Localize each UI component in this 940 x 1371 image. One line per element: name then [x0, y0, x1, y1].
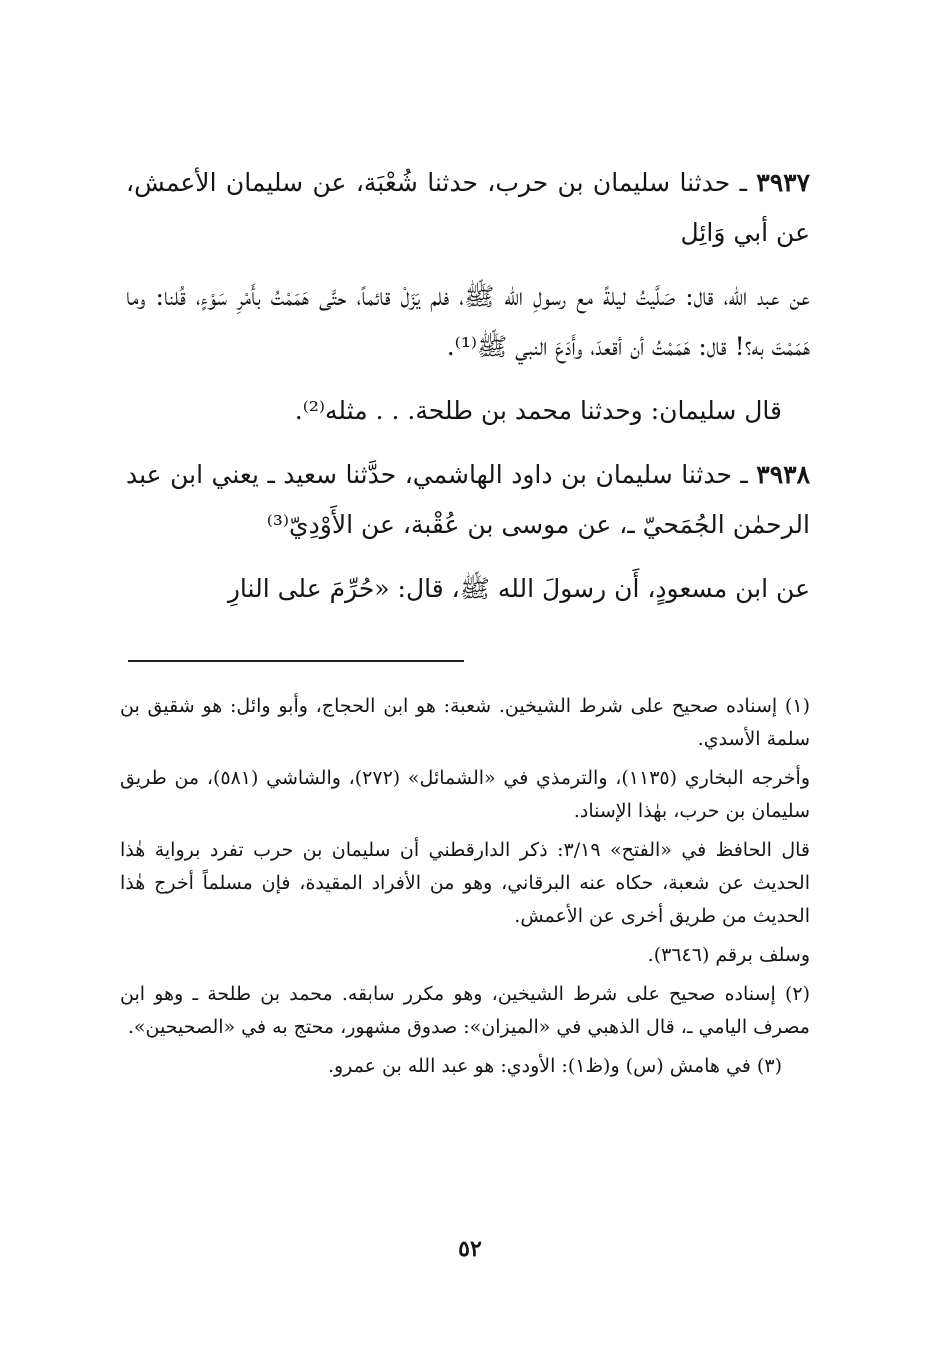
hadith-3937-matn: عن عبد الله، قال: صَلَّيتُ ليلةً مع رسولِ الله ﷺ، فلم يَزَلْ قائماً، حتَّى هَمَمْتُ بأَمْرِ سَوْءٍ، قُلنا: وما هَمَمْتَ به؟! قال: هَمَمْتُ أن أقعدَ، وأَدَعَ النبي ﷺ⁽¹⁾.: [126, 282, 810, 361]
hadith-3938-isnad: [126, 450, 810, 550]
footnote-separator: [128, 660, 464, 662]
hadith-number: ٣٩٣٨: [756, 460, 810, 489]
hadith-3937-isnad: [126, 158, 810, 258]
footnote-1-cross-ref: وسلف برقم (٣٦٤٦).: [647, 944, 810, 966]
footnote-3: (٣) في هامش (س) و(ظ١): الأودي: هو عبد الله بن عمرو.: [327, 1055, 782, 1077]
footnote-1-fath-quote: قال الحافظ في «الفتح» ٣/١٩: ذكر الدارقطني أن سليمان بن حرب تفرد برواية هٰذا الحديث عن شعبة، حكاه عنه البرقاني، وهو من الأفراد المقيدة، فإن مسلماً أخرج هٰذا الحديث من طريق أخرى عن الأعمش.: [120, 839, 810, 927]
hadith-number: ٣٩٣٧: [756, 168, 810, 197]
isnad-text: ـ حدثنا سليمان بن حرب، حدثنا شُعْبَة، عن سليمان الأعمش، عن أبي وَائِل: [126, 168, 810, 247]
footnote-2: (٢) إسناده صحيح على شرط الشيخين، وهو مكرر سابقه. محمد بن طلحة ـ وهو ابن مصرف اليامي ـ، قال الذهبي في «الميزان»: صدوق مشهور، محتج به في «الصحيحين».: [120, 983, 810, 1038]
footnote-1: (١) إسناده صحيح على شرط الشيخين. شعبة: هو ابن الحجاج، وأبو وائل: هو شقيق بن سلمة الأسدي.: [120, 695, 810, 750]
hadith-3937-chain-note: قال سليمان: وحدثنا محمد بن طلحة. . . مثله⁽²⁾.: [294, 396, 782, 425]
footnotes: [120, 690, 810, 1083]
footnote-1-takhrij: وأخرجه البخاري (١١٣٥)، والترمذي في «الشمائل» (٢٧٢)، والشاشي (٥٨١)، من طريق سليمان بن حرب، بهٰذا الإسناد.: [120, 767, 810, 822]
hadith-3938-matn: عن ابن مسعودٍ، أَن رسولَ الله ﷺ، قال: «حُرِّمَ على النارِ: [227, 574, 810, 603]
main-text: [126, 158, 810, 614]
page-number: ٥٢: [458, 1236, 482, 1262]
isnad-text: ـ حدثنا سليمان بن داود الهاشمي، حدَّثنا سعيد ـ يعني ابن عبد الرحمٰن الجُمَحيّ ـ، عن موسى بن عُقْبة، عن الأَوْدِيّ⁽³⁾: [126, 460, 810, 539]
